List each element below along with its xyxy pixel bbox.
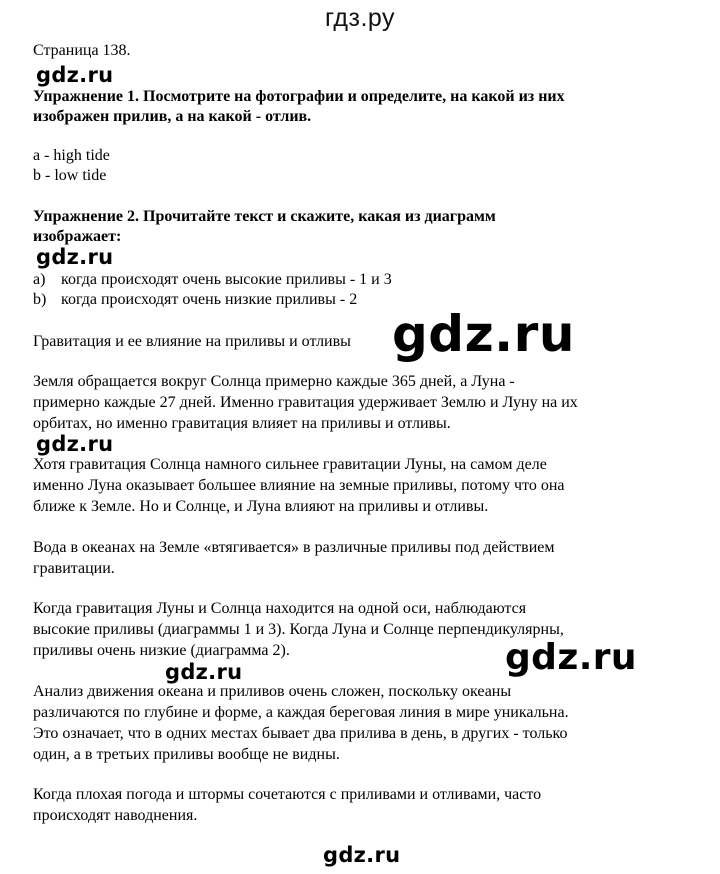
paragraph-3-line-2: гравитации. [33, 560, 115, 577]
exercise2-title-line2: изображает: [33, 228, 122, 245]
exercise1-answer-b: b - low tide [33, 167, 107, 184]
paragraph-5-line-2: различаются по глубине и форме, а каждая береговая линия в мире уникальна. [33, 704, 569, 721]
exercise2-item-a [33, 270, 392, 290]
watermark: gdz.ru [505, 637, 637, 678]
paragraph-6-line-2: происходят наводнения. [33, 807, 198, 824]
paragraph-4-line-2: высокие приливы (диаграммы 1 и 3). Когда Луна и Солнце перпендикулярны, [33, 621, 564, 638]
exercise1-answer-a: a - high tide [33, 147, 110, 164]
paragraph-5-line-1: Анализ движения океана и приливов очень сложен, поскольку океаны [33, 683, 512, 700]
paragraph-4-line-1: Когда гравитация Луны и Солнца находится на одной оси, наблюдаются [33, 600, 527, 617]
paragraph-2-line-2: именно Луна оказывает большее влияние на земные приливы, потому что она [33, 477, 565, 494]
watermark: gdz.ru [392, 305, 575, 363]
watermark: gdz.ru [36, 63, 114, 87]
list-marker: a) [33, 271, 46, 288]
paragraph-2-line-1: Хотя гравитация Солнца намного сильнее гравитации Луны, на самом деле [33, 456, 547, 473]
exercise2-title-line1: Упражнение 2. Прочитайте текст и скажите, какая из диаграмм [33, 208, 496, 225]
paragraph-1-line-3: орбитах, но именно гравитация влияет на приливы и отливы. [33, 415, 451, 432]
paragraph-1-line-1: Земля обращается вокруг Солнца примерно каждые 365 дней, а Луна - [33, 373, 515, 390]
list-item-text: когда происходят очень высокие приливы - 1 и 3 [61, 271, 392, 288]
watermark: gdz.ru [36, 245, 114, 269]
paragraph-5-line-4: один, а в третьих приливы вообще не видны. [33, 746, 340, 763]
site-header-title[interactable]: гдз.ру [324, 4, 396, 32]
paragraph-2-line-3: ближе к Земле. Но и Солнце, и Луна влияют на приливы и отливы. [33, 498, 489, 515]
list-marker: b) [33, 291, 47, 308]
watermark: gdz.ru [36, 432, 114, 456]
text-title: Гравитация и ее влияние на приливы и отливы [33, 333, 351, 350]
watermark: gdz.ru [165, 660, 243, 684]
paragraph-3-line-1: Вода в океанах на Земле «втягивается» в различные приливы под действием [33, 539, 555, 556]
paragraph-4-line-3: приливы очень низкие (диаграмма 2). [33, 642, 290, 659]
page-label: Страница 138. [33, 42, 131, 59]
exercise1-title-line1: Упражнение 1. Посмотрите на фотографии и определите, на какой из них [33, 88, 565, 105]
exercise2-item-b [33, 290, 357, 310]
list-item-text: когда происходят очень низкие приливы - 2 [61, 291, 358, 308]
paragraph-6-line-1: Когда плохая погода и штормы сочетаются с приливами и отливами, часто [33, 786, 542, 803]
watermark: gdz.ru [323, 843, 401, 867]
paragraph-5-line-3: Это означает, что в одних местах бывает два прилива в день, в других - только [33, 725, 568, 742]
exercise1-title-line2: изображен прилив, а на какой - отлив. [33, 108, 312, 125]
paragraph-1-line-2: примерно каждые 27 дней. Именно гравитация удерживает Землю и Луну на их [33, 394, 578, 411]
